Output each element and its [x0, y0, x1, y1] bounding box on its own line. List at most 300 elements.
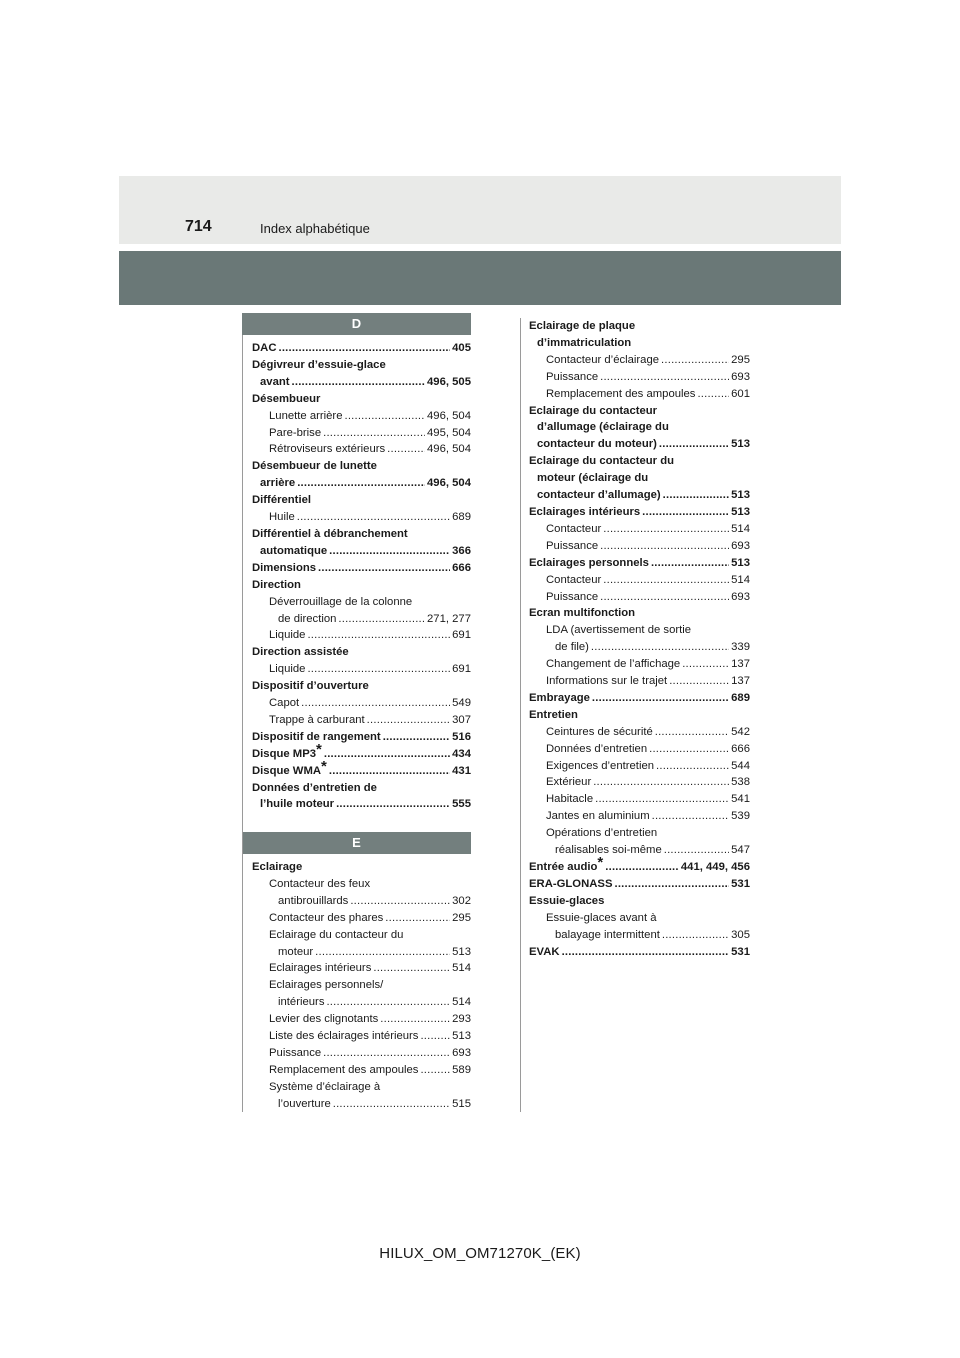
index-column-e — [252, 859, 471, 1113]
index-entry — [252, 492, 471, 509]
dot-leader — [367, 712, 450, 729]
dot-leader — [373, 960, 450, 977]
index-entry-term — [546, 521, 601, 538]
index-entry-term — [269, 596, 412, 608]
dot-leader — [329, 543, 450, 560]
index-entry-term — [260, 374, 290, 391]
dot-leader — [292, 374, 426, 391]
index-entry-page: 307 — [452, 713, 471, 726]
index-entry-term — [260, 543, 327, 560]
index-entry-page: 295 — [731, 353, 750, 366]
index-entry-term — [269, 1081, 380, 1093]
index-entry-term — [529, 944, 560, 961]
index-entry-term — [537, 472, 648, 484]
index-entry-term-text: Différentiel à débranchement — [252, 527, 408, 540]
index-entry-term-text: Dispositif de rangement — [252, 730, 381, 743]
dot-leader — [350, 893, 450, 910]
index-entry-term-text: Eclairage — [252, 861, 303, 873]
dot-leader — [603, 521, 729, 538]
index-entry — [529, 589, 750, 606]
index-entry-page: 305 — [731, 928, 750, 941]
dot-leader — [656, 758, 729, 775]
dot-leader — [600, 538, 729, 555]
index-entry-term — [278, 1096, 331, 1113]
index-entry-term-text: Remplacement des ampoules — [269, 1063, 419, 1076]
index-entry — [529, 572, 750, 589]
index-entry-term — [269, 1028, 418, 1045]
index-entry-term-text: Déverrouillage de la colonne — [269, 595, 413, 608]
index-entry — [529, 673, 750, 690]
index-entry-term-text: intérieurs — [278, 996, 325, 1009]
index-entry-term — [252, 861, 302, 873]
index-entry-page: 691 — [452, 629, 471, 642]
index-entry-term — [546, 589, 598, 606]
index-entry-term-text: Eclairage du contacteur — [529, 404, 658, 417]
index-entry-page: 531 — [731, 945, 750, 958]
index-entry-page: 514 — [731, 573, 750, 586]
index-entry-page: 555 — [452, 798, 471, 811]
index-entry — [252, 661, 471, 678]
index-entry — [252, 577, 471, 594]
index-entry-term-text: Levier des clignotants — [269, 1013, 379, 1026]
index-entry-term-text: Entrée audio — [529, 861, 598, 873]
section-letter-d: D — [242, 313, 471, 335]
index-entry-term — [546, 808, 650, 825]
index-entry-term — [252, 340, 276, 357]
index-entry-term — [546, 827, 657, 839]
index-entry-term-text: l’huile moteur — [260, 798, 335, 811]
dot-leader — [600, 589, 729, 606]
index-entry-term — [546, 538, 598, 555]
index-entry — [529, 741, 750, 758]
index-entry-term — [529, 455, 674, 467]
index-entry-term — [546, 758, 654, 775]
dot-leader — [595, 791, 729, 808]
index-entry-page: 513 — [731, 505, 750, 518]
index-entry-term-text: de direction — [278, 612, 337, 625]
index-entry-term — [546, 791, 593, 808]
index-entry-page: 531 — [731, 877, 750, 890]
dot-leader — [593, 774, 729, 791]
index-entry-term-text: balayage intermittent — [555, 928, 660, 941]
index-entry-term-text: Capot — [269, 697, 300, 710]
dot-leader — [278, 340, 450, 357]
index-entry-page: 496, 504 — [427, 477, 471, 490]
index-entry — [252, 1028, 471, 1045]
index-entry-term — [555, 842, 662, 859]
index-entry-page: 689 — [731, 691, 750, 704]
index-entry-page: 495, 504 — [427, 426, 471, 439]
index-entry-term — [537, 436, 657, 453]
index-entry — [252, 695, 471, 712]
index-entry-term-text: arrière — [260, 477, 296, 490]
index-entry-term — [252, 680, 369, 692]
index-entry-term — [269, 509, 295, 526]
footer-document-code: HILUX_OM_OM71270K_(EK) — [379, 1245, 581, 1262]
index-entry-page: 513 — [731, 438, 750, 451]
index-entry-term-text: moteur — [278, 945, 314, 958]
index-entry-term — [537, 487, 661, 504]
index-entry-term — [529, 690, 590, 707]
dot-leader — [603, 572, 729, 589]
index-entry-term — [546, 741, 647, 758]
dot-leader — [315, 944, 450, 961]
index-entry — [252, 1096, 471, 1113]
dot-leader — [297, 509, 450, 526]
index-entry — [529, 893, 750, 910]
dot-leader — [301, 695, 450, 712]
index-entry-page: 542 — [731, 725, 750, 738]
index-entry — [529, 724, 750, 741]
dot-leader — [385, 910, 450, 927]
index-entry-term — [252, 646, 349, 658]
dot-leader — [420, 1062, 450, 1079]
index-entry-term — [278, 611, 336, 628]
index-entry-term — [269, 1011, 378, 1028]
index-entry — [529, 521, 750, 538]
index-entry — [252, 560, 471, 577]
index-entry-page: 516 — [452, 730, 471, 743]
index-entry-term — [546, 774, 591, 791]
index-entry — [252, 1079, 471, 1096]
index-entry-page: 589 — [452, 1063, 471, 1076]
index-entry — [252, 611, 471, 628]
index-entry-term-text: Essuie-glaces — [529, 894, 605, 907]
index-entry — [252, 357, 471, 374]
dot-leader — [336, 796, 450, 813]
dot-leader — [323, 425, 425, 442]
index-entry-term-text: de file) — [555, 641, 589, 654]
column-rule-left — [242, 335, 243, 1112]
index-entry — [529, 639, 750, 656]
index-entry-term-text: avant — [260, 375, 290, 388]
dot-leader — [605, 859, 679, 876]
index-entry — [252, 927, 471, 944]
index-entry-page: 666 — [452, 561, 471, 574]
index-entry-page: 693 — [452, 1046, 471, 1059]
index-entry-term-text: Eclairages personnels/ — [269, 979, 384, 992]
index-entry-term — [252, 740, 322, 763]
index-entry-term-text: Liquide — [269, 629, 306, 642]
index-entry-term-text: Puissance — [546, 539, 599, 552]
index-entry — [252, 374, 471, 391]
index-entry-term — [555, 639, 589, 656]
index-entry — [252, 509, 471, 526]
index-entry — [252, 977, 471, 994]
index-entry — [252, 712, 471, 729]
index-entry-term — [546, 912, 657, 924]
index-entry-term — [269, 441, 385, 458]
index-entry-term-text: Ecran multifonction — [529, 607, 636, 620]
index-entry-term-text: automatique — [260, 544, 328, 557]
index-entry-term-text: ERA-GLONASS — [529, 877, 613, 890]
index-entry-term-text: EVAK — [529, 945, 560, 958]
dot-leader — [323, 1045, 450, 1062]
index-entry — [529, 622, 750, 639]
index-column-right — [529, 318, 750, 960]
index-entry-term — [529, 607, 635, 619]
dot-leader — [661, 352, 729, 369]
index-entry-term — [546, 624, 691, 636]
index-entry-term — [269, 627, 305, 644]
index-entry-term-text: Embrayage — [529, 691, 590, 704]
index-entry-term — [546, 673, 667, 690]
index-entry-page: 441, 449, 456 — [680, 861, 750, 873]
index-entry-term-text: Désembueur — [252, 392, 321, 405]
footnote-star: * — [321, 757, 327, 775]
page-number: 714 — [185, 218, 212, 235]
index-entry-term-text: Puissance — [546, 370, 599, 383]
dot-leader — [592, 690, 729, 707]
index-entry-term-text: d’allumage (éclairage du — [537, 421, 669, 434]
index-entry — [529, 808, 750, 825]
dot-leader — [600, 369, 729, 386]
index-entry-term — [546, 369, 598, 386]
section-letter-e: E — [242, 832, 471, 854]
index-entry-page: 513 — [731, 556, 750, 569]
index-entry-term-text: Contacteur des feux — [269, 877, 371, 890]
index-entry-term — [252, 494, 311, 506]
index-entry — [252, 893, 471, 910]
index-entry-term-text: Contacteur — [546, 522, 602, 535]
index-entry-term — [252, 560, 316, 577]
index-entry-page: 601 — [731, 387, 750, 400]
index-entry — [252, 543, 471, 560]
index-entry — [529, 436, 750, 453]
index-entry-term-text: Dégivreur d’essuie-glace — [252, 358, 386, 371]
index-column-d — [252, 340, 471, 813]
index-entry-term — [529, 895, 604, 907]
index-entry-term — [529, 405, 657, 417]
index-entry-page: 302 — [452, 894, 471, 907]
index-entry — [529, 386, 750, 403]
index-entry-term — [546, 386, 695, 403]
index-entry-term — [252, 782, 377, 794]
index-entry-term — [537, 337, 631, 349]
index-entry-page: 514 — [731, 522, 750, 535]
index-entry-term-text: Rétroviseurs extérieurs — [269, 443, 386, 456]
dot-leader — [387, 441, 425, 458]
dot-leader — [642, 504, 729, 521]
index-entry-term — [252, 528, 408, 540]
index-entry — [252, 729, 471, 746]
index-entry — [252, 1062, 471, 1079]
index-entry-page: 514 — [452, 962, 471, 975]
index-entry-page: 693 — [731, 590, 750, 603]
index-entry-term — [269, 695, 299, 712]
index-entry-term-text: Extérieur — [546, 776, 592, 789]
index-entry-page: 549 — [452, 697, 471, 710]
index-entry — [252, 1011, 471, 1028]
index-entry-term-text: Informations sur le trajet — [546, 675, 668, 688]
dot-leader — [324, 746, 450, 763]
index-entry-term-text: Eclairages intérieurs — [529, 505, 641, 518]
index-entry — [252, 594, 471, 611]
index-entry — [252, 458, 471, 475]
index-entry-term-text: Changement de l’affichage — [546, 658, 681, 671]
index-entry-term-text: Dispositif d’ouverture — [252, 680, 369, 693]
index-entry-term — [269, 979, 383, 991]
dot-leader — [329, 763, 450, 780]
header-band — [119, 176, 841, 244]
index-entry-term-text: Opérations d’entretien — [546, 827, 658, 840]
footnote-star: * — [597, 854, 604, 871]
index-entry-term-text: Habitacle — [546, 793, 594, 806]
index-entry-page: 295 — [452, 911, 471, 924]
index-entry — [252, 425, 471, 442]
dot-leader — [652, 808, 730, 825]
index-entry-term — [269, 425, 321, 442]
index-entry-term-text: Eclairage du contacteur du — [269, 928, 404, 941]
index-entry-term-text: moteur (éclairage du — [537, 472, 649, 485]
index-entry-page: 541 — [731, 793, 750, 806]
index-entry-term-text: LDA (avertissement de sortie — [546, 624, 692, 637]
index-entry-term-text: réalisables soi-même — [555, 844, 662, 857]
dot-leader — [659, 436, 729, 453]
index-entry — [529, 318, 750, 335]
index-entry-term-text: Essuie-glaces avant à — [546, 911, 657, 924]
dot-leader — [326, 994, 450, 1011]
dot-leader — [383, 729, 450, 746]
index-entry — [529, 555, 750, 572]
section-title: Index alphabétique — [260, 221, 370, 236]
index-entry-term-text: Direction — [252, 578, 301, 591]
index-entry — [529, 707, 750, 724]
index-entry — [252, 960, 471, 977]
index-entry — [252, 441, 471, 458]
index-entry — [252, 876, 471, 893]
index-entry-term — [269, 1062, 418, 1079]
index-entry-page: 666 — [731, 742, 750, 755]
index-entry-page: 689 — [452, 511, 471, 524]
index-entry-page: 405 — [452, 342, 471, 354]
index-entry-page: 544 — [731, 759, 750, 772]
index-entry-term-text: DAC — [252, 342, 277, 354]
index-entry-term-text: Contacteur d’éclairage — [546, 353, 660, 366]
index-entry-term-text: Dimensions — [252, 561, 317, 574]
index-entry — [252, 740, 471, 763]
index-entry — [252, 408, 471, 425]
index-entry-term — [529, 876, 612, 893]
index-entry-term-text: Remplacement des ampoules — [546, 387, 696, 400]
header-dark-band — [119, 251, 841, 305]
index-entry — [529, 352, 750, 369]
index-entry-term — [252, 359, 386, 371]
index-entry-term-text: l’ouverture — [278, 1097, 331, 1110]
index-entry-page: 434 — [452, 747, 471, 760]
dot-leader — [614, 876, 729, 893]
index-entry — [252, 757, 471, 780]
index-entry-term — [260, 796, 334, 813]
dot-leader — [297, 475, 425, 492]
index-entry-term-text: Eclairages intérieurs — [269, 962, 372, 975]
dot-leader — [380, 1011, 450, 1028]
index-entry — [252, 994, 471, 1011]
index-entry-term — [529, 555, 649, 572]
index-entry-term — [269, 960, 371, 977]
index-entry-term — [278, 944, 313, 961]
index-entry-term-text: Disque WMA — [252, 764, 322, 777]
index-entry — [529, 335, 750, 352]
index-entry-page: 691 — [452, 663, 471, 676]
index-entry-term-text: d’immatriculation — [537, 336, 632, 349]
index-entry — [529, 774, 750, 791]
footnote-star: * — [316, 740, 322, 758]
index-entry-term — [529, 709, 578, 721]
index-entry-term — [537, 421, 669, 433]
index-entry — [529, 453, 750, 470]
index-entry-term-text: Données d’entretien de — [252, 781, 377, 794]
dot-leader — [651, 555, 729, 572]
index-entry — [529, 927, 750, 944]
index-entry — [252, 475, 471, 492]
index-entry — [252, 340, 471, 357]
index-entry-page: 496, 505 — [427, 375, 471, 388]
index-entry-term — [252, 460, 377, 472]
index-entry-term — [529, 854, 604, 876]
index-entry — [529, 656, 750, 673]
dot-leader — [697, 386, 729, 403]
index-entry-term — [269, 712, 365, 729]
index-entry-term — [269, 661, 305, 678]
index-entry-term — [252, 393, 320, 405]
index-entry — [252, 391, 471, 408]
index-entry-term-text: Puissance — [269, 1046, 322, 1059]
dot-leader — [649, 741, 729, 758]
index-entry-term — [278, 994, 324, 1011]
index-entry-term-text: Contacteur des phares — [269, 911, 384, 924]
index-entry-page: 339 — [731, 641, 750, 654]
index-entry-term-text: Contacteur — [546, 573, 602, 586]
index-entry — [529, 419, 750, 436]
column-rule-right — [520, 318, 521, 1112]
dot-leader — [682, 656, 729, 673]
index-entry — [252, 859, 471, 876]
index-entry-term-text: Désembueur de lunette — [252, 460, 377, 473]
index-entry-term-text: Jantes en aluminium — [546, 810, 650, 823]
dot-leader — [307, 661, 450, 678]
index-entry-term — [555, 927, 660, 944]
index-entry-term — [260, 475, 295, 492]
index-entry — [529, 876, 750, 893]
index-entry — [252, 627, 471, 644]
index-entry-page: 513 — [452, 1030, 471, 1043]
dot-leader — [307, 627, 450, 644]
index-entry — [252, 678, 471, 695]
index-entry — [529, 605, 750, 622]
dot-leader — [318, 560, 450, 577]
index-entry — [529, 944, 750, 961]
index-entry-page: 366 — [452, 544, 471, 557]
index-entry — [529, 369, 750, 386]
index-entry — [252, 1045, 471, 1062]
index-entry — [529, 487, 750, 504]
index-entry — [529, 403, 750, 420]
index-entry-term — [269, 408, 342, 425]
index-entry-term-text: Différentiel — [252, 494, 312, 507]
index-entry-term-text: antibrouillards — [278, 894, 349, 907]
index-entry-page: 137 — [731, 675, 750, 688]
index-entry-term — [546, 352, 659, 369]
index-entry-page: 539 — [731, 810, 750, 823]
index-entry — [529, 690, 750, 707]
index-entry — [529, 538, 750, 555]
index-entry-page: 547 — [731, 844, 750, 857]
index-entry — [252, 644, 471, 661]
index-entry — [529, 842, 750, 859]
index-entry-term-text: Lunette arrière — [269, 409, 343, 422]
index-entry-page: 431 — [452, 764, 471, 777]
